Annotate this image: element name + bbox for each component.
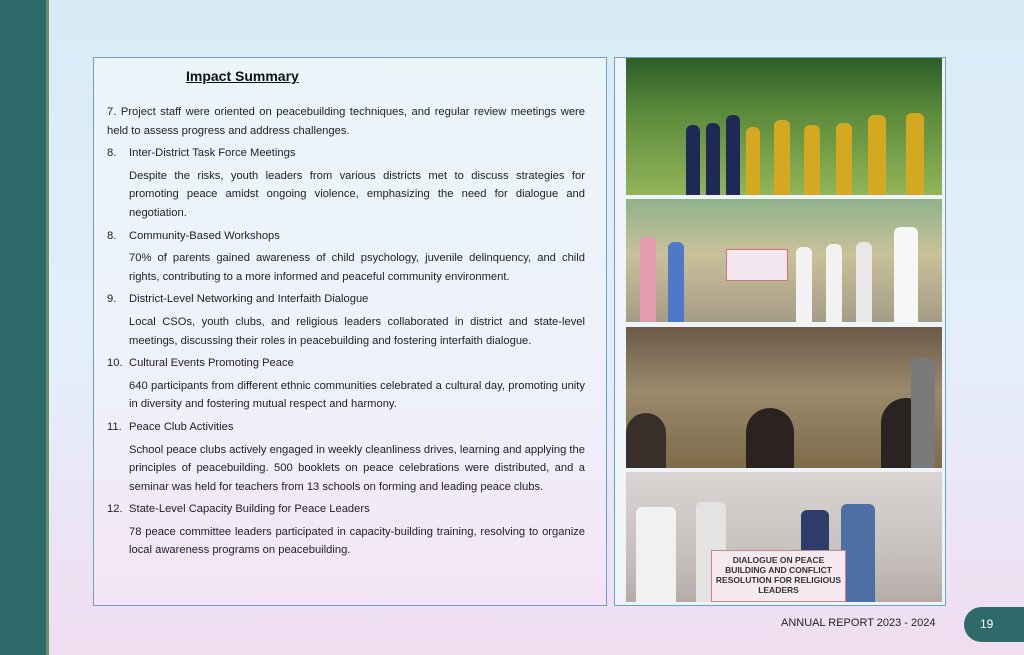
list-item-heading: Cultural Events Promoting Peace [129,357,294,370]
photo-peace-program-group [626,199,942,322]
dialogue-banner: DIALOGUE ON PEACE BUILDING AND CONFLICT RESOLUTION FOR RELIGIOUS LEADERS [711,550,846,602]
list-item-description: 640 participants from different ethnic communities celebrated a cultural day, promoting unity in diversity and fostering mutual respect and harmony. [129,379,585,411]
list-item [107,290,585,350]
list-item-number: 7. [107,106,117,118]
list-item-number: 10. [107,357,123,370]
list-item-number: 9. [107,293,117,306]
list-item [107,354,585,414]
list-item-heading: District-Level Networking and Interfaith Dialogue [129,293,369,306]
list-item-heading: Peace Club Activities [129,420,234,433]
impact-summary-list [107,103,585,564]
list-item-description: 70% of parents gained awareness of child psychology, juvenile delinquency, and child rights, contributing to a more informed and peaceful community environment. [129,252,585,283]
list-item-heading: Community-Based Workshops [129,229,280,242]
list-item-heading: Inter-District Task Force Meetings [129,147,296,160]
list-item-description: Local CSOs, youth clubs, and religious leaders collaborated in district and state-level meetings, discussing their roles in peacebuilding and fostering interfaith dialogue. [129,315,585,347]
list-item-heading: State-Level Capacity Building for Peace Leaders [129,503,370,516]
list-item-description: School peace clubs actively engaged in weekly cleanliness drives, learning and applying the principles of peacebuilding. 500 booklets on peace celebrations were distributed, and a seminar was held for teachers from 13 schools on forming and leading peace clubs. [129,443,585,493]
list-item-description: Despite the risks, youth leaders from various districts met to discuss strategies for promoting peace amidst ongoing violence, emphasizing the need for dialogue and negotiation. [129,169,585,219]
photo-students-field [626,58,942,195]
page-number: 19 [964,607,1024,642]
list-item-number: 11. [107,420,122,433]
list-item-number: 8. [107,229,117,242]
photo-community-circle [626,327,942,468]
list-item-description: 78 peace committee leaders participated in capacity-building training, resolving to organize local awareness programs on peacebuilding. [129,525,585,557]
list-item-number: 8. [107,147,117,160]
list-item [107,500,585,560]
list-item [107,103,585,140]
program-banner [726,249,788,281]
impact-summary-title: Impact Summary [186,68,299,84]
list-item-number: 12. [107,503,123,516]
annual-report-label: ANNUAL REPORT 2023 - 2024 [781,617,936,629]
list-item [107,144,585,222]
list-item [107,418,585,496]
impact-summary-panel [93,57,607,606]
photo-religious-leaders-dialogue [626,472,942,602]
list-item-heading: Project staff were oriented on peacebuilding techniques, and regular review meetings were held to assess progress and address challenges. [107,106,585,137]
side-accent-bar [0,0,49,655]
list-item-text [107,103,585,140]
photo-column [614,57,946,606]
list-item [107,227,585,287]
